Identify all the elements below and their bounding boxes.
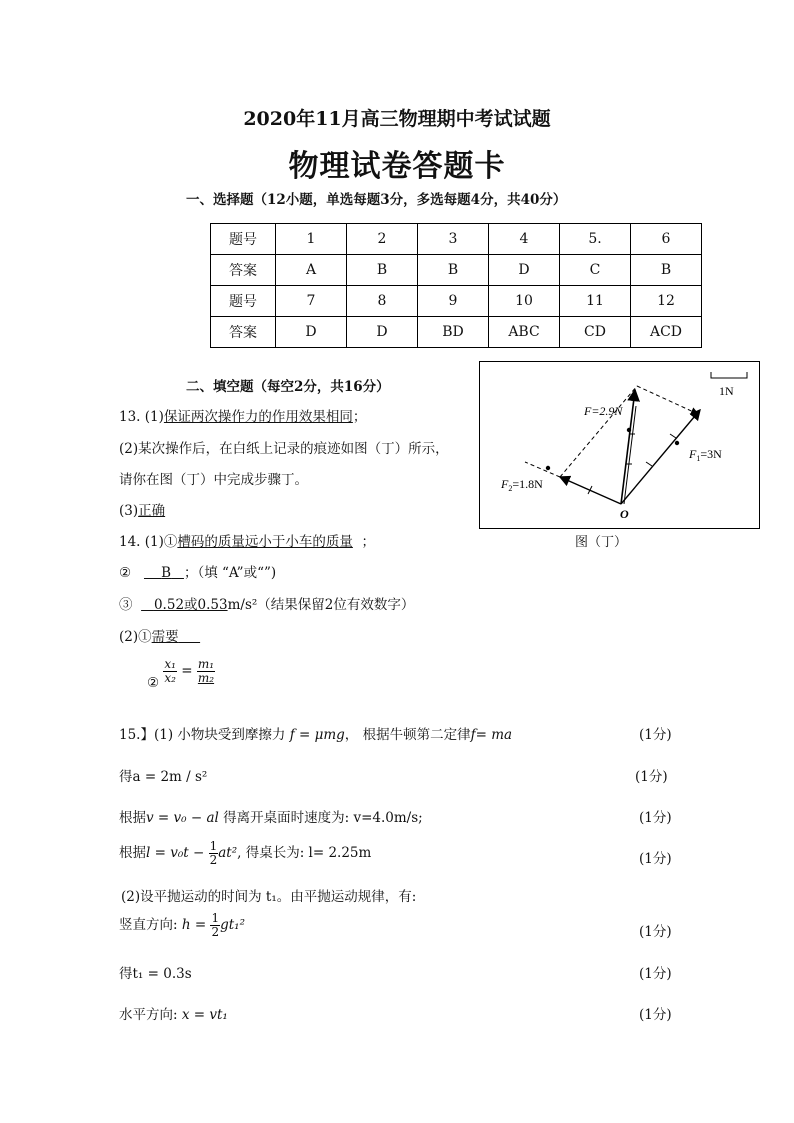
q15-line3: 根据v = v₀ − al 得离开桌面时速度为: v=4.0m/s; bbox=[119, 810, 423, 826]
velocity-formula: v = v₀ − al bbox=[146, 810, 219, 826]
table-cell: 2 bbox=[347, 224, 418, 255]
score-label: (1分) bbox=[635, 769, 668, 785]
table-cell: 5. bbox=[560, 224, 631, 255]
q14-part2-suffix: ；（填 “A”或“”) bbox=[183, 565, 277, 581]
table-cell: ABC bbox=[489, 317, 560, 348]
table-cell: BD bbox=[418, 317, 489, 348]
q13-part2-line2: 请你在图（丁）中完成步骤丁。 bbox=[119, 472, 308, 488]
point-dot bbox=[675, 441, 679, 445]
scale-label: 1N bbox=[719, 384, 734, 398]
q14-part1-answer: 槽码的质量远小于小车的质量 bbox=[177, 534, 353, 550]
table-cell: 10 bbox=[489, 286, 560, 317]
dashed-line bbox=[637, 386, 698, 414]
q14-part1 bbox=[119, 530, 375, 550]
table-cell: 9 bbox=[418, 286, 489, 317]
q15-line7: 得t₁ = 0.3s bbox=[119, 966, 192, 982]
q14-part3-suffix: （结果保留2位有效数字） bbox=[257, 597, 415, 613]
q14-part3 bbox=[119, 593, 414, 613]
table-cell: ACD bbox=[631, 317, 702, 348]
equals-sign: = bbox=[181, 663, 193, 679]
half-fraction: $\frac{1}{2}$ bbox=[211, 911, 220, 939]
table-header-cell: 题号 bbox=[211, 224, 276, 255]
q13-part1-prefix: 13. (1) bbox=[119, 409, 164, 425]
q14-part2 bbox=[119, 561, 276, 581]
section2-heading: 二、填空题（每空2分，共16分） bbox=[186, 379, 390, 395]
table-cell: C bbox=[560, 255, 631, 286]
q15-line8: 水平方向: x = vt₁ bbox=[119, 1007, 228, 1023]
q15-line1: 15.】(1) 小物块受到摩擦力 f = μmg， 根据牛顿第二定律f= ma bbox=[119, 727, 513, 743]
q14-part4 bbox=[119, 625, 200, 645]
table-cell: CD bbox=[560, 317, 631, 348]
table-cell: D bbox=[489, 255, 560, 286]
resultant-force-vector bbox=[621, 390, 635, 504]
table-cell: B bbox=[418, 255, 489, 286]
table-cell: 4 bbox=[489, 224, 560, 255]
q14-part4-prefix: (2)① bbox=[119, 629, 152, 645]
table-cell: 7 bbox=[276, 286, 347, 317]
q15-line6: 竖直方向: h = $\frac{1}{2}$ gt₁² bbox=[119, 911, 245, 939]
q14-part2-prefix: ② bbox=[119, 565, 132, 581]
q15-line4: 根据l = v₀t − $\frac{1}{2}$ at², 得桌长为: l= 2.25m bbox=[119, 839, 372, 867]
q14-part5 bbox=[147, 657, 215, 691]
figure-caption: 图（丁） bbox=[575, 535, 628, 550]
table-row bbox=[211, 224, 702, 255]
score-label: (1分) bbox=[639, 966, 672, 982]
table-cell: 12 bbox=[631, 286, 702, 317]
q13-part3-answer: 正确 bbox=[138, 503, 166, 519]
table-row bbox=[211, 317, 702, 348]
score-label: (1分) bbox=[639, 810, 672, 826]
q14-part4-answer: 需要 bbox=[151, 629, 179, 645]
tick-mark bbox=[670, 434, 676, 438]
table-cell: D bbox=[347, 317, 418, 348]
q14-part3-unit: m/s² bbox=[227, 597, 258, 613]
q15-line5: (2)设平抛运动的时间为 t₁。由平抛运动规律，有: bbox=[121, 889, 417, 905]
scale-bar bbox=[711, 372, 747, 378]
point-dot bbox=[546, 466, 550, 470]
q13-part1-suffix: ； bbox=[352, 409, 367, 425]
table-cell: 8 bbox=[347, 286, 418, 317]
acceleration-formula: a = 2m / s² bbox=[132, 769, 208, 785]
table-cell: B bbox=[347, 255, 418, 286]
q14-part3-answer: 0.52或0.53 bbox=[153, 597, 228, 613]
table-row bbox=[211, 255, 702, 286]
half-fraction: $\frac{1}{2}$ bbox=[209, 839, 218, 867]
table-cell: 3 bbox=[418, 224, 489, 255]
table-header-cell: 题号 bbox=[211, 286, 276, 317]
table-cell: A bbox=[276, 255, 347, 286]
q15-line2: 得a = 2m / s² bbox=[119, 769, 208, 785]
tick-mark bbox=[646, 462, 652, 466]
q14-part1-suffix: ； bbox=[361, 534, 375, 550]
ratio-x-fraction: $\frac{\text{x₁}}{\text{x₂}}$ bbox=[164, 657, 176, 685]
table-cell: 11 bbox=[560, 286, 631, 317]
time-formula: t₁ = 0.3s bbox=[132, 966, 192, 982]
card-title: 物理试卷答题卡 bbox=[288, 149, 506, 184]
force-f2-vector bbox=[560, 477, 621, 504]
answer-table bbox=[210, 223, 702, 348]
resultant-force-label: F=2.9N bbox=[584, 404, 623, 418]
dashed-line bbox=[525, 462, 560, 477]
score-label: (1分) bbox=[639, 924, 672, 940]
friction-formula: f = μmg bbox=[289, 727, 345, 743]
table-cell: B bbox=[631, 255, 702, 286]
force-diagram-figure bbox=[479, 361, 760, 529]
table-cell: 6 bbox=[631, 224, 702, 255]
score-label: (1分) bbox=[639, 1007, 672, 1023]
table-row bbox=[211, 286, 702, 317]
q14-part3-prefix: ③ bbox=[119, 597, 133, 613]
score-label: (1分) bbox=[639, 727, 672, 743]
origin-label: O bbox=[620, 507, 629, 521]
horizontal-formula: x = vt₁ bbox=[181, 1007, 228, 1023]
table-cell: D bbox=[276, 317, 347, 348]
exam-title: 2020年11月高三物理期中考试试题 bbox=[243, 108, 551, 130]
q14-part5-prefix: ② bbox=[147, 675, 160, 691]
score-label: (1分) bbox=[639, 851, 672, 867]
force-f1-label: $F_1=3N$ bbox=[689, 447, 722, 463]
force-diagram bbox=[480, 362, 759, 528]
point-dot bbox=[627, 428, 631, 432]
q13-part1 bbox=[119, 405, 366, 425]
q13-part3 bbox=[119, 499, 165, 519]
section1-heading: 一、选择题（12小题，单选每题3分，多选每题4分，共40分） bbox=[186, 192, 567, 208]
q14-part1-prefix: 14. (1)① bbox=[119, 534, 178, 550]
force-f2-label: $F_2=1.8N$ bbox=[501, 477, 543, 493]
q14-part2-answer: B bbox=[161, 565, 172, 581]
table-header-cell: 答案 bbox=[211, 317, 276, 348]
table-cell: 1 bbox=[276, 224, 347, 255]
q13-part3-prefix: (3) bbox=[119, 503, 139, 519]
q13-part2-line1: (2)某次操作后，在白纸上记录的痕迹如图（丁）所示， bbox=[119, 441, 449, 457]
q13-part1-answer: 保证两次操作力的作用效果相同 bbox=[163, 409, 353, 425]
table-header-cell: 答案 bbox=[211, 255, 276, 286]
ratio-m-fraction: $\frac{\text{m₁}}{\text{m₂}}$ bbox=[197, 657, 215, 685]
newton-formula: f= ma bbox=[470, 727, 513, 743]
